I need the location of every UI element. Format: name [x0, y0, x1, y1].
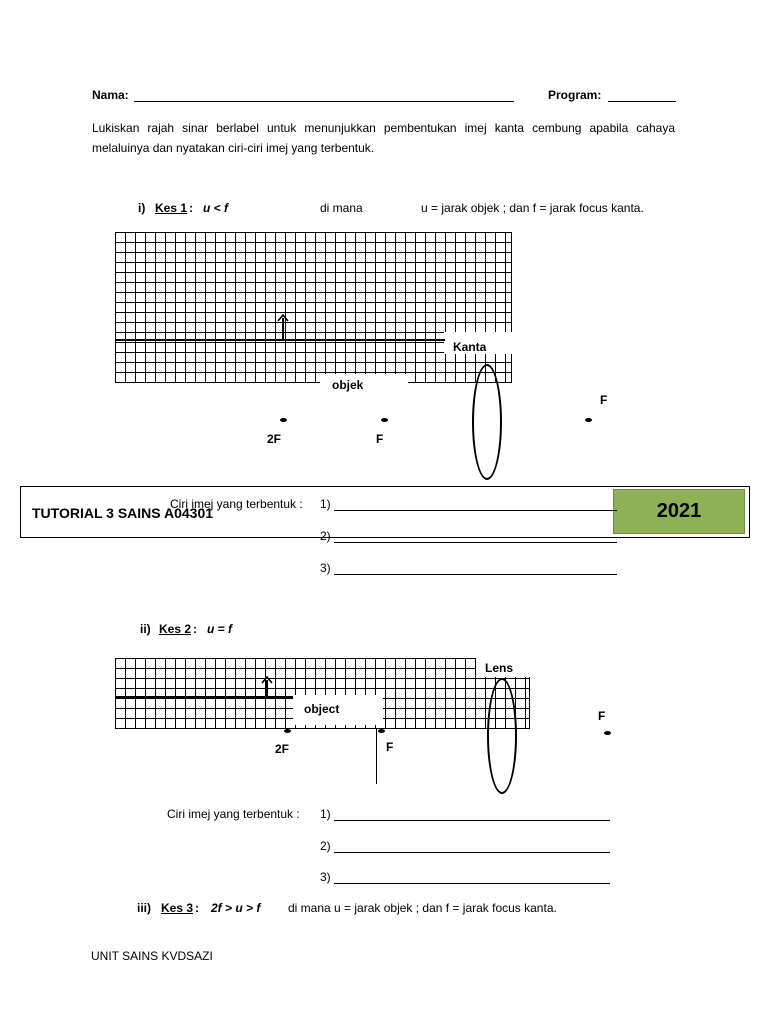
case2-name: Kes 2 — [159, 622, 192, 636]
case1-colon: : — [189, 201, 193, 215]
case2-answers-prompt: Ciri imej yang terbentuk : — [167, 807, 300, 821]
case2-f-point-left — [378, 729, 385, 733]
case1-condition: u < f — [203, 201, 229, 215]
case2-principal-axis — [115, 696, 293, 698]
case1-object-label: objek — [332, 378, 364, 392]
case1-answer-line-2[interactable] — [334, 542, 617, 543]
case1-where: di mana — [320, 201, 363, 215]
case1-2f-label: 2F — [267, 432, 282, 446]
case2-condition: u = f — [207, 622, 233, 636]
case2-f-label-left: F — [386, 740, 394, 754]
case1-f-label-right: F — [600, 393, 608, 407]
case1-answer-number-1: 1) — [320, 497, 331, 511]
case1-answer-number-3: 3) — [320, 561, 331, 575]
instruction-text: Lukiskan rajah sinar berlabel untuk menunjukkan pembentukan imej kanta cembung apabila cahaya melaluinya dan nyatakan ciri-ciri imej yang terbentuk. — [92, 121, 675, 155]
case1-answer-line-1[interactable] — [334, 510, 617, 511]
case3-colon: : — [195, 901, 199, 915]
case1-arrow-head-icon — [277, 314, 289, 322]
program-label: Program: — [548, 88, 602, 102]
case1-definition: u = jarak objek ; dan f = jarak focus kanta. — [421, 201, 644, 215]
case2-f-point-right — [604, 731, 611, 735]
case2-f-label-right: F — [598, 709, 606, 723]
case3-condition: 2f > u > f — [211, 901, 261, 915]
case2-answer-line-3[interactable] — [334, 883, 610, 884]
case2-2f-point — [284, 729, 291, 733]
case1-principal-axis — [115, 339, 445, 341]
case2-vertical-line — [376, 728, 377, 784]
case2-arrow-head-icon — [261, 676, 273, 684]
case2-object-label: object — [304, 702, 340, 716]
case2-answer-number-1: 1) — [320, 807, 331, 821]
case2-answer-number-3: 3) — [320, 870, 331, 884]
case1-answer-line-3[interactable] — [334, 574, 617, 575]
case2-lens-label: Lens — [485, 661, 514, 675]
case3-definition: di mana u = jarak objek ; dan f = jarak focus kanta. — [288, 901, 557, 915]
case2-2f-label: 2F — [275, 742, 290, 756]
case1-lens-label: Kanta — [453, 340, 487, 354]
case1-answers-prompt: Ciri imej yang terbentuk : — [170, 497, 303, 511]
case2-colon: : — [193, 622, 197, 636]
case1-convex-lens — [472, 364, 502, 480]
case1-graph-grid — [115, 232, 512, 383]
case2-answer-number-2: 2) — [320, 839, 331, 853]
name-blank[interactable] — [134, 101, 514, 102]
case2-answer-line-1[interactable] — [334, 820, 610, 821]
case3-name: Kes 3 — [161, 901, 194, 915]
case1-answer-number-2: 2) — [320, 529, 331, 543]
case2-answer-line-2[interactable] — [334, 852, 610, 853]
year-badge: 2021 — [613, 489, 745, 534]
banner-title: TUTORIAL 3 SAINS A04301 — [32, 505, 214, 521]
case1-name: Kes 1 — [155, 201, 188, 215]
case1-number: i) — [138, 201, 146, 215]
case2-number: ii) — [140, 622, 151, 636]
case1-f-label-left: F — [376, 432, 384, 446]
program-blank[interactable] — [608, 101, 676, 102]
case1-f-point-left — [381, 418, 388, 422]
case1-2f-point — [280, 418, 287, 422]
footer-text: UNIT SAINS KVDSAZI — [91, 949, 213, 963]
case2-convex-lens — [487, 678, 517, 794]
case3-number: iii) — [137, 901, 151, 915]
name-label: Nama: — [92, 88, 129, 102]
case1-f-point-right — [585, 418, 592, 422]
